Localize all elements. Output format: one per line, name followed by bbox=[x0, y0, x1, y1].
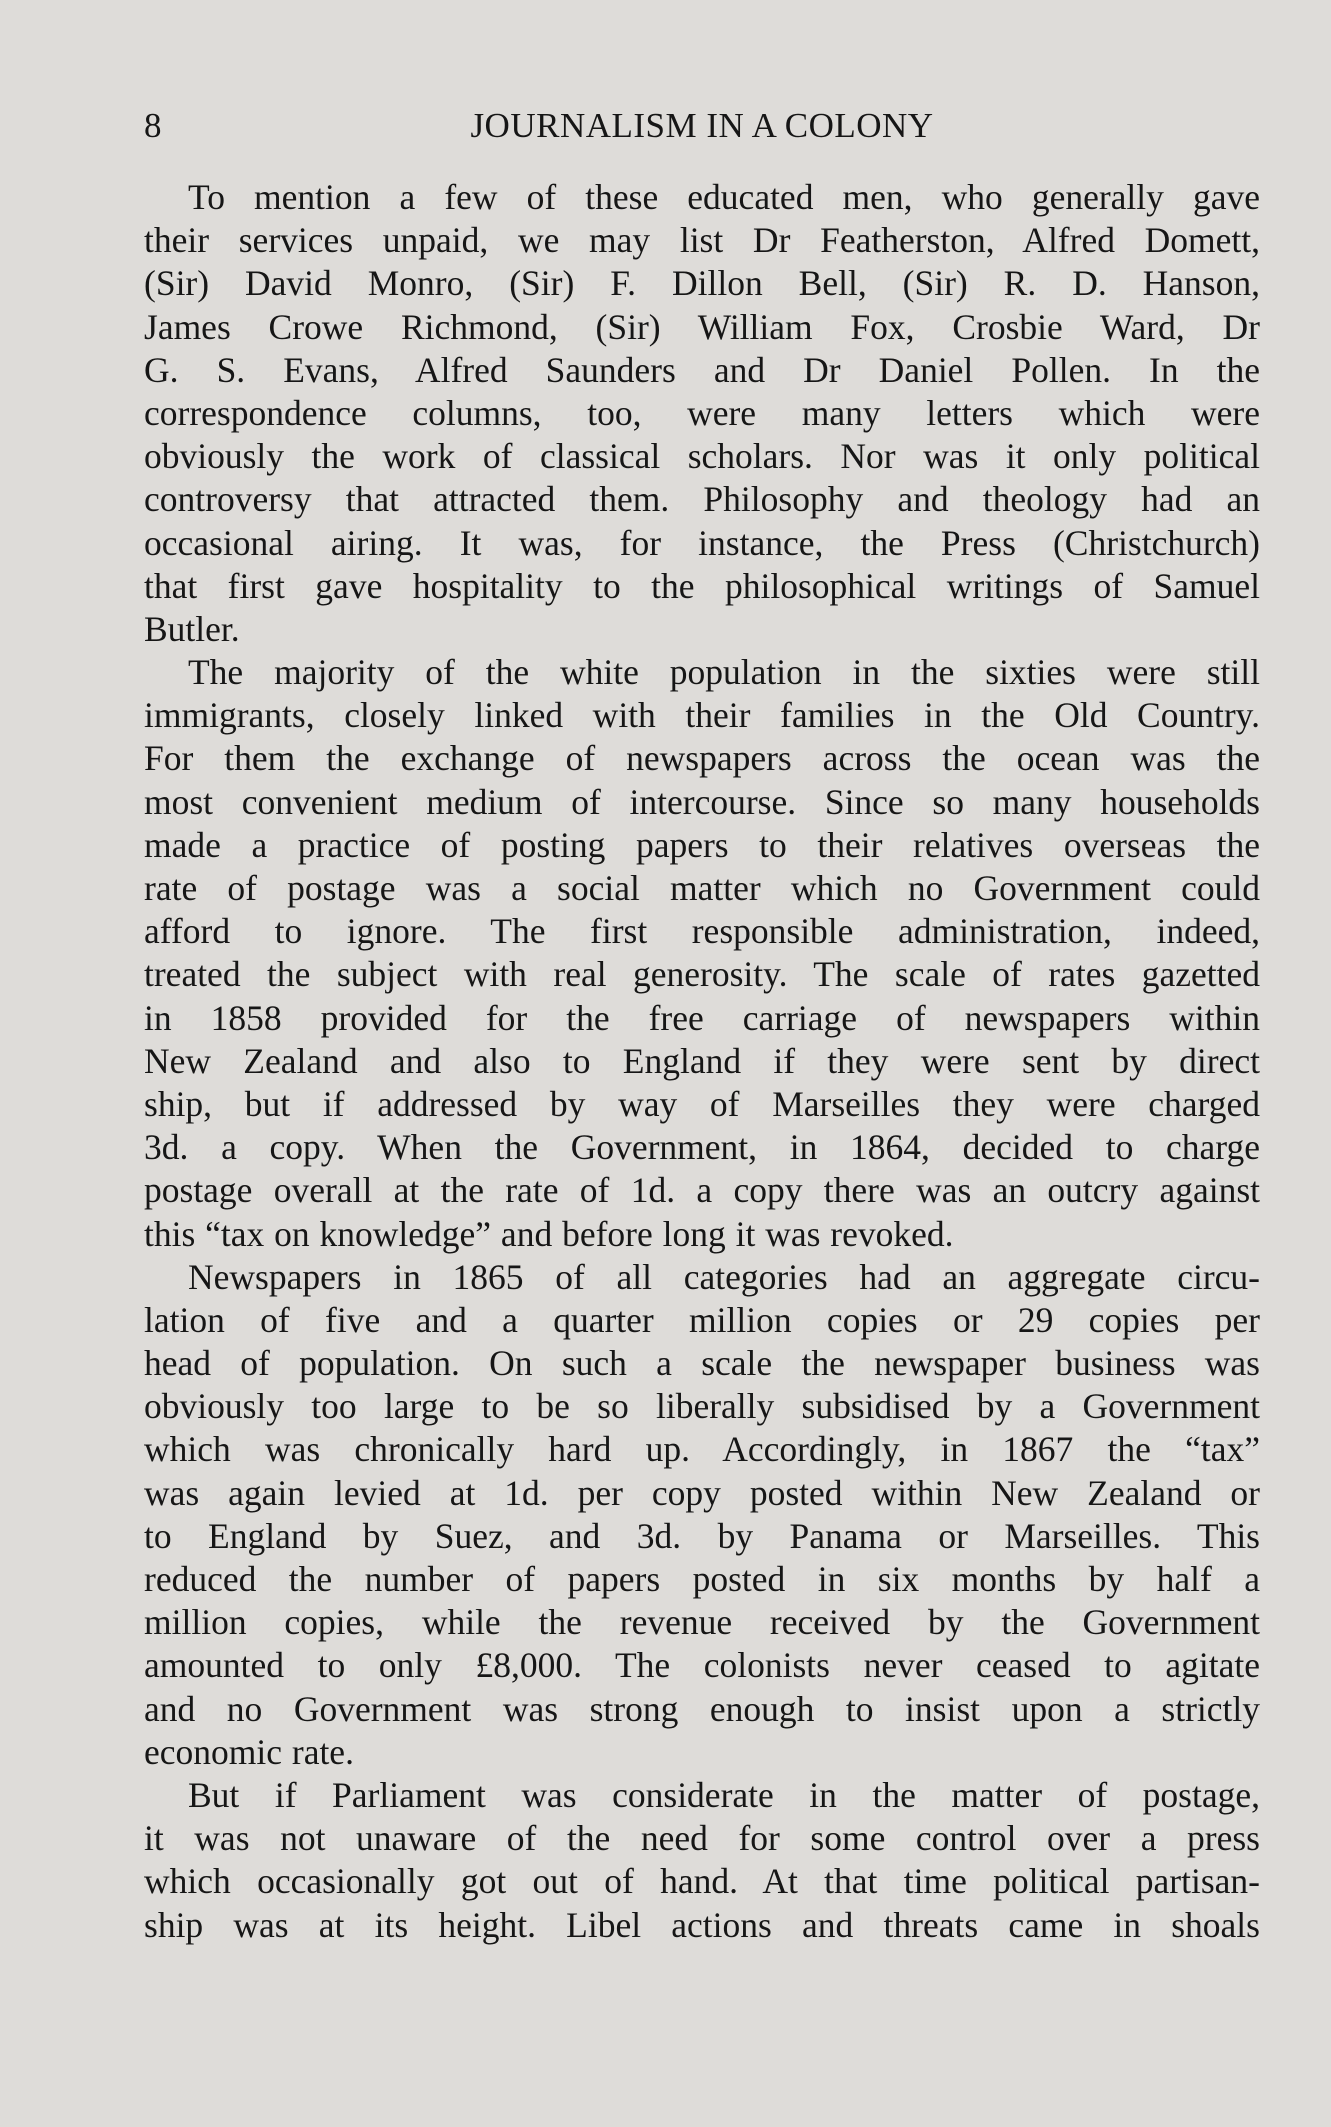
text-line: it was not unaware of the need for some control over a press bbox=[144, 1818, 1260, 1859]
body-text bbox=[144, 176, 1260, 1947]
text-line: Butler. bbox=[144, 608, 240, 649]
paragraph bbox=[144, 176, 1260, 651]
text-line: which was chronically hard up. Accordingly, in 1867 the “tax” bbox=[144, 1429, 1260, 1470]
text-line: occasional airing. It was, for instance, the Press (Christchurch) bbox=[144, 522, 1260, 563]
text-line: economic rate. bbox=[144, 1731, 354, 1772]
text-line: was again levied at 1d. per copy posted within New Zealand or bbox=[144, 1472, 1260, 1513]
text-line: this “tax on knowledge” and before long it was revoked. bbox=[144, 1213, 954, 1254]
text-line: most convenient medium of intercourse. Since so many households bbox=[144, 781, 1260, 822]
text-line: postage overall at the rate of 1d. a copy there was an outcry against bbox=[144, 1170, 1260, 1211]
paragraph bbox=[144, 651, 1260, 1256]
text-line: correspondence columns, too, were many letters which were bbox=[144, 392, 1260, 433]
text-line: James Crowe Richmond, (Sir) William Fox, Crosbie Ward, Dr bbox=[144, 306, 1260, 347]
text-line: lation of five and a quarter million copies or 29 copies per bbox=[144, 1299, 1260, 1340]
text-line: controversy that attracted them. Philosophy and theology had an bbox=[144, 479, 1260, 520]
text-line: which occasionally got out of hand. At that time political partisan- bbox=[144, 1861, 1260, 1902]
text-line: ship, but if addressed by way of Marseilles they were charged bbox=[144, 1083, 1260, 1124]
text-line: rate of postage was a social matter which no Government could bbox=[144, 868, 1260, 908]
text-line: made a practice of posting papers to their relatives overseas the bbox=[144, 824, 1260, 865]
text-line: head of population. On such a scale the newspaper business was bbox=[144, 1343, 1260, 1384]
text-line: reduced the number of papers posted in six months by half a bbox=[144, 1559, 1260, 1599]
text-line: and no Government was strong enough to insist upon a strictly bbox=[144, 1688, 1260, 1729]
text-line: But if Parliament was considerate in the matter of postage, bbox=[188, 1774, 1260, 1815]
text-line: For them the exchange of newspapers across the ocean was the bbox=[144, 738, 1260, 779]
text-line: 3d. a copy. When the Government, in 1864, decided to charge bbox=[144, 1127, 1260, 1168]
text-line: To mention a few of these educated men, who generally gave bbox=[188, 177, 1260, 217]
running-head: JOURNALISM IN A COLONY bbox=[470, 106, 934, 145]
text-line: obviously the work of classical scholars. Nor was it only political bbox=[144, 436, 1260, 477]
text-line: (Sir) David Monro, (Sir) F. Dillon Bell, (Sir) R. D. Hanson, bbox=[144, 263, 1260, 304]
text-line: G. S. Evans, Alfred Saunders and Dr Daniel Pollen. In the bbox=[144, 349, 1260, 390]
text-line: Newspapers in 1865 of all categories had an aggregate circu- bbox=[188, 1256, 1260, 1297]
paragraph bbox=[144, 1774, 1260, 1947]
text-line: ship was at its height. Libel actions and threats came in shoals bbox=[144, 1904, 1260, 1945]
text-line: million copies, while the revenue received by the Government bbox=[144, 1602, 1260, 1643]
text-line: in 1858 provided for the free carriage of newspapers within bbox=[144, 997, 1260, 1038]
text-line: The majority of the white population in the sixties were still bbox=[188, 652, 1260, 693]
text-line: afford to ignore. The first responsible administration, indeed, bbox=[144, 911, 1260, 952]
page-number: 8 bbox=[144, 106, 162, 145]
text-line: treated the subject with real generosity. The scale of rates gazetted bbox=[144, 954, 1260, 995]
text-line: that first gave hospitality to the philosophical writings of Samuel bbox=[144, 565, 1260, 606]
text-line: their services unpaid, we may list Dr Featherston, Alfred Domett, bbox=[144, 220, 1260, 261]
text-line: immigrants, closely linked with their families in the Old Country. bbox=[144, 695, 1260, 736]
text-line: New Zealand and also to England if they were sent by direct bbox=[144, 1040, 1260, 1081]
text-line: to England by Suez, and 3d. by Panama or Marseilles. This bbox=[144, 1515, 1260, 1556]
page-header bbox=[144, 104, 1260, 148]
text-line: obviously too large to be so liberally subsidised by a Government bbox=[144, 1386, 1260, 1427]
paragraph bbox=[144, 1256, 1260, 1774]
text-line: amounted to only £8,000. The colonists never ceased to agitate bbox=[144, 1645, 1260, 1686]
